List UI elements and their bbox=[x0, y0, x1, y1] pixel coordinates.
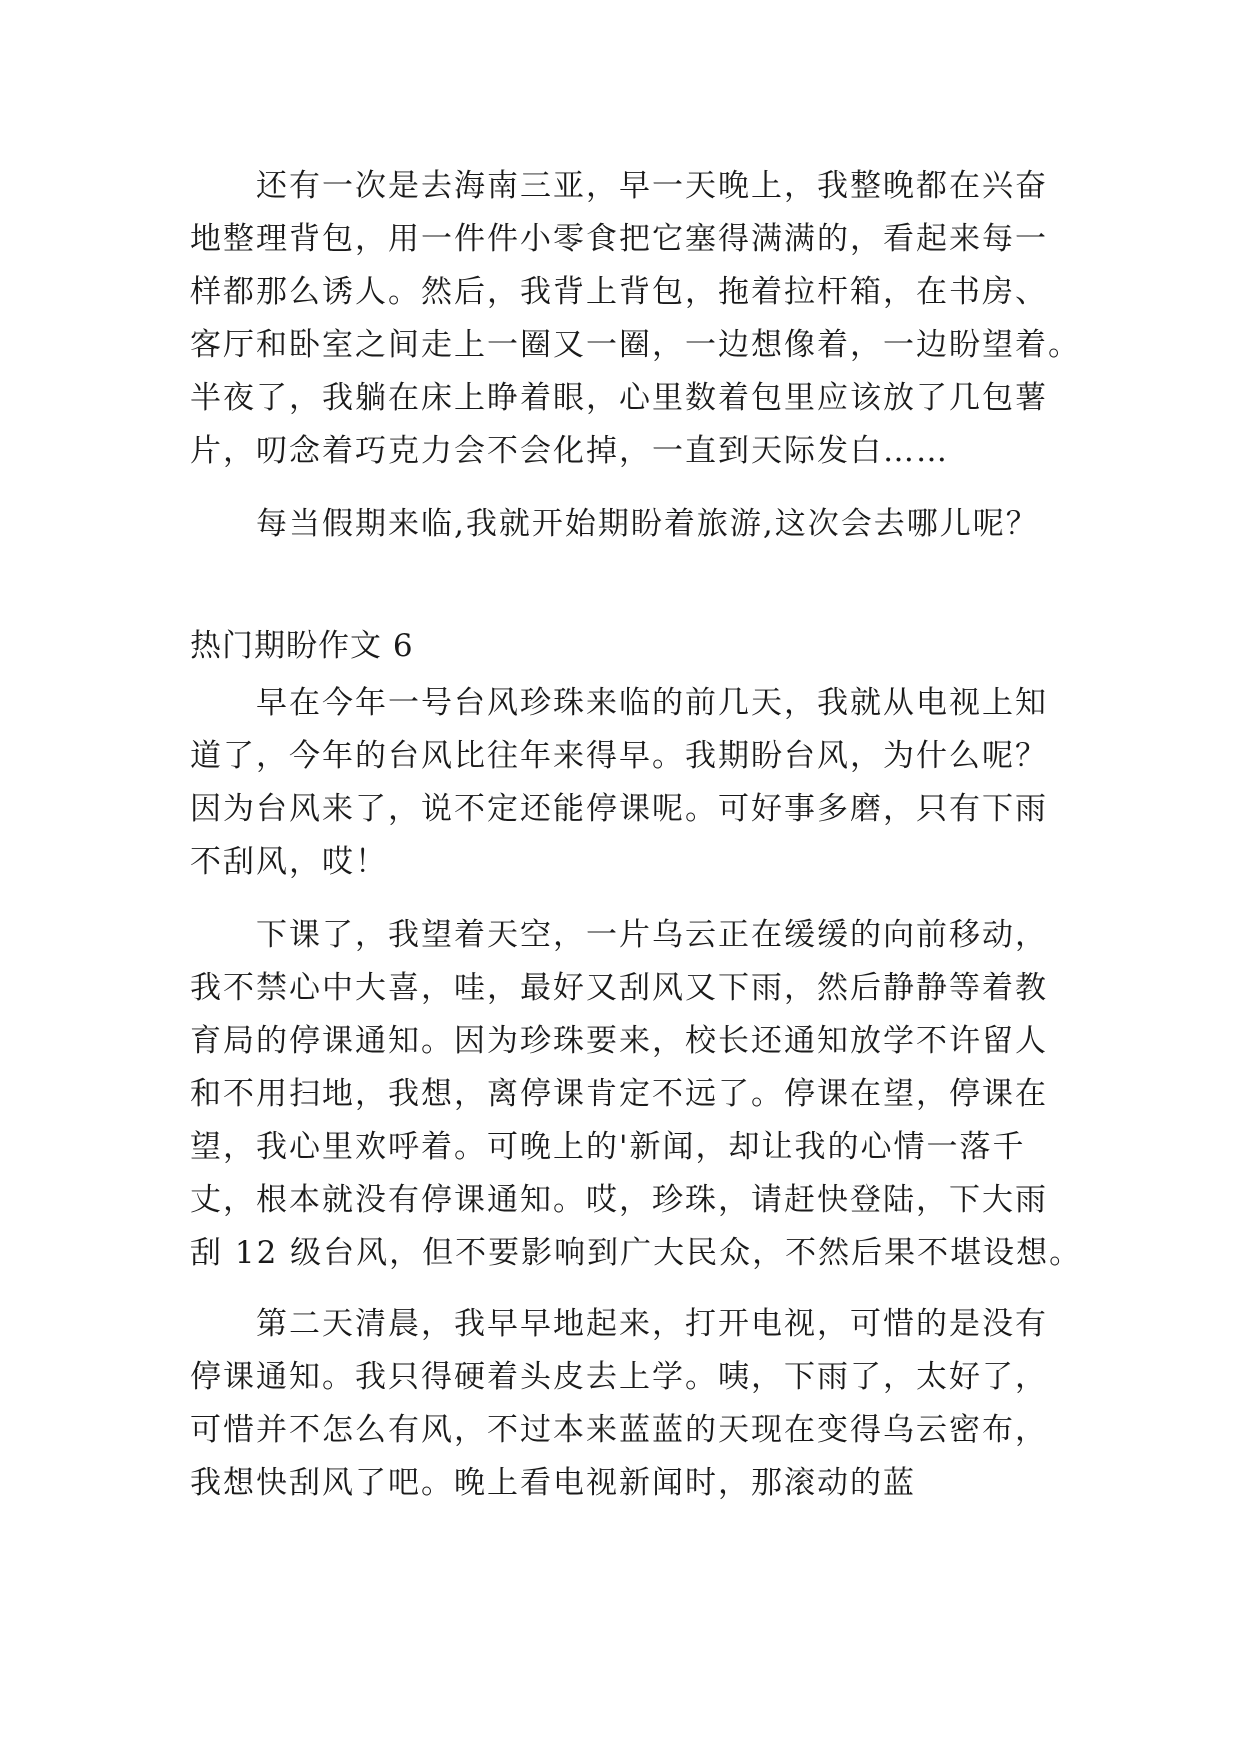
paragraph-line: 样都那么诱人。然后，我背上背包，拖着拉杆箱，在书房、 bbox=[190, 274, 1048, 310]
paragraph-line: 我不禁心中大喜，哇，最好又刮风又下雨，然后静静等着教 bbox=[190, 970, 1048, 1006]
paragraph-line: 道了，今年的台风比往年来得早。我期盼台风，为什么呢？ bbox=[190, 738, 1048, 774]
paragraph-line: 不刮风，哎！ bbox=[190, 844, 388, 880]
section-heading: 热门期盼作文 6 bbox=[190, 628, 414, 664]
paragraph-line: 育局的停课通知。因为珍珠要来，校长还通知放学不许留人 bbox=[190, 1023, 1048, 1059]
paragraph-line: 我想快刮风了吧。晚上看电视新闻时，那滚动的蓝 bbox=[190, 1465, 916, 1501]
paragraph-line: 每当假期来临,我就开始期盼着旅游,这次会去哪儿呢？ bbox=[190, 506, 1039, 542]
paragraph-line: 客厅和卧室之间走上一圈又一圈，一边想像着，一边盼望着。 bbox=[190, 327, 1081, 363]
paragraph-line: 可惜并不怎么有风，不过本来蓝蓝的天现在变得乌云密布， bbox=[190, 1412, 1048, 1448]
paragraph-line: 第二天清晨，我早早地起来，打开电视，可惜的是没有 bbox=[190, 1306, 1048, 1342]
paragraph-line: 半夜了，我躺在床上睁着眼，心里数着包里应该放了几包薯 bbox=[190, 380, 1048, 416]
paragraph-line: 片，叨念着巧克力会不会化掉，一直到天际发白…… bbox=[190, 433, 949, 469]
paragraph-line: 和不用扫地，我想，离停课肯定不远了。停课在望，停课在 bbox=[190, 1076, 1048, 1112]
paragraph-line: 停课通知。我只得硬着头皮去上学。咦，下雨了，太好了， bbox=[190, 1359, 1048, 1395]
paragraph-line: 望，我心里欢呼着。可晚上的'新闻，却让我的心情一落千 bbox=[190, 1129, 1026, 1165]
paragraph-line: 早在今年一号台风珍珠来临的前几天，我就从电视上知 bbox=[190, 685, 1048, 721]
paragraph-line: 丈，根本就没有停课通知。哎，珍珠，请赶快登陆，下大雨 bbox=[190, 1182, 1048, 1218]
paragraph-line: 因为台风来了，说不定还能停课呢。可好事多磨，只有下雨 bbox=[190, 791, 1048, 827]
paragraph-line: 下课了，我望着天空，一片乌云正在缓缓的向前移动， bbox=[190, 917, 1048, 953]
paragraph-line: 还有一次是去海南三亚，早一天晚上，我整晚都在兴奋 bbox=[190, 168, 1048, 204]
paragraph-line: 地整理背包，用一件件小零食把它塞得满满的，看起来每一 bbox=[190, 221, 1048, 257]
paragraph-line: 刮 12 级台风，但不要影响到广大民众，不然后果不堪设想。 bbox=[190, 1235, 1083, 1271]
